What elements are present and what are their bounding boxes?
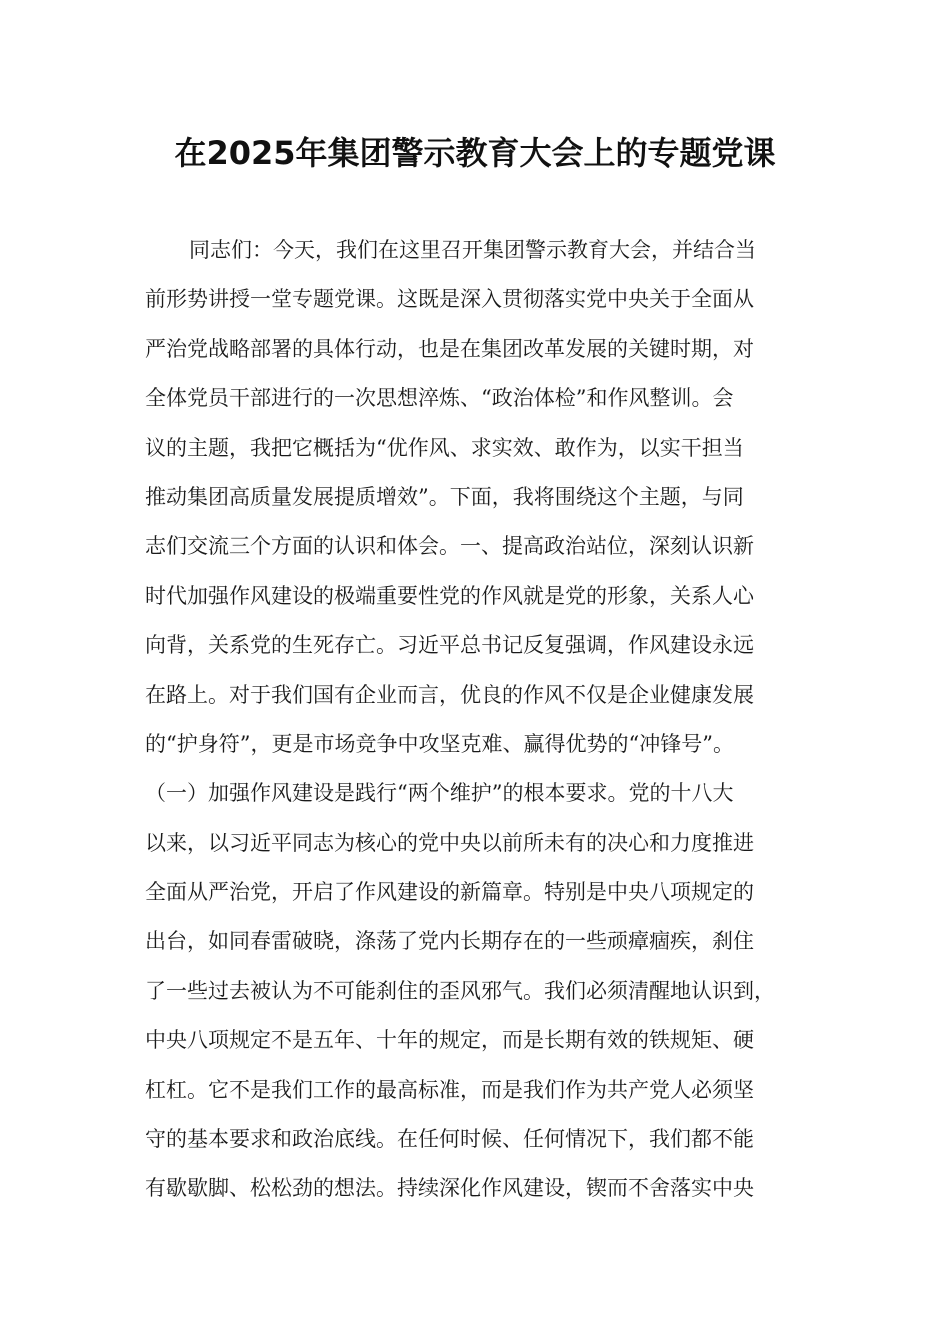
body-line: 全面从严治党，开启了作风建设的新篇章。特别是中央八项规定的 xyxy=(145,880,754,905)
body-line: 了一些过去被认为不可能刹住的歪风邪气。我们必须清醒地认识到， xyxy=(145,978,775,1003)
body-line: （一）加强作风建设是践行“两个维护”的根本要求。党的十八大 xyxy=(145,781,734,806)
body-line: 在路上。对于我们国有企业而言，优良的作风不仅是企业健康发展 xyxy=(145,682,754,707)
body-line: 出台，如同春雷破晓，涤荡了党内长期存在的一些顽瘴痼疾，刹住 xyxy=(145,929,754,954)
body-line: 严治党战略部署的具体行动，也是在集团改革发展的关键时期，对 xyxy=(145,336,754,361)
document-body xyxy=(145,226,815,1214)
body-line: 全体党员干部进行的一次思想淬炼、“政治体检”和作风整训。会 xyxy=(145,386,734,411)
body-line: 中央八项规定不是五年、十年的规定，而是长期有效的铁规矩、硬 xyxy=(145,1028,754,1053)
body-line: 推动集团高质量发展提质增效”。下面，我将围绕这个主题，与同 xyxy=(145,484,744,509)
body-line: 杠杠。它不是我们工作的最高标准，而是我们作为共产党人必须坚 xyxy=(145,1077,754,1102)
body-line: 向背，关系党的生死存亡。习近平总书记反复强调，作风建设永远 xyxy=(145,633,754,658)
body-line: 有歇歇脚、松松劲的想法。持续深化作风建设，锲而不舍落实中央 xyxy=(145,1176,754,1201)
body-line: 议的主题，我把它概括为“优作风、求实效、敢作为，以实干担当 xyxy=(145,435,744,460)
body-line: 前形势讲授一堂专题党课。这既是深入贯彻落实党中央关于全面从 xyxy=(145,287,754,312)
body-line: 守的基本要求和政治底线。在任何时候、任何情况下，我们都不能 xyxy=(145,1127,754,1152)
document-title: 在2025年集团警示教育大会上的专题党课 xyxy=(174,134,776,172)
body-line: 的“护身符”，更是市场竞争中攻坚克难、赢得优势的“冲锋号”。 xyxy=(145,731,734,756)
body-line: 以来，以习近平同志为核心的党中央以前所未有的决心和力度推进 xyxy=(145,830,754,855)
body-line: 同志们：今天，我们在这里召开集团警示教育大会，并结合当 xyxy=(189,238,756,262)
body-line: 时代加强作风建设的极端重要性党的作风就是党的形象，关系人心 xyxy=(145,583,754,608)
body-line: 志们交流三个方面的认识和体会。一、提高政治站位，深刻认识新 xyxy=(145,534,754,559)
